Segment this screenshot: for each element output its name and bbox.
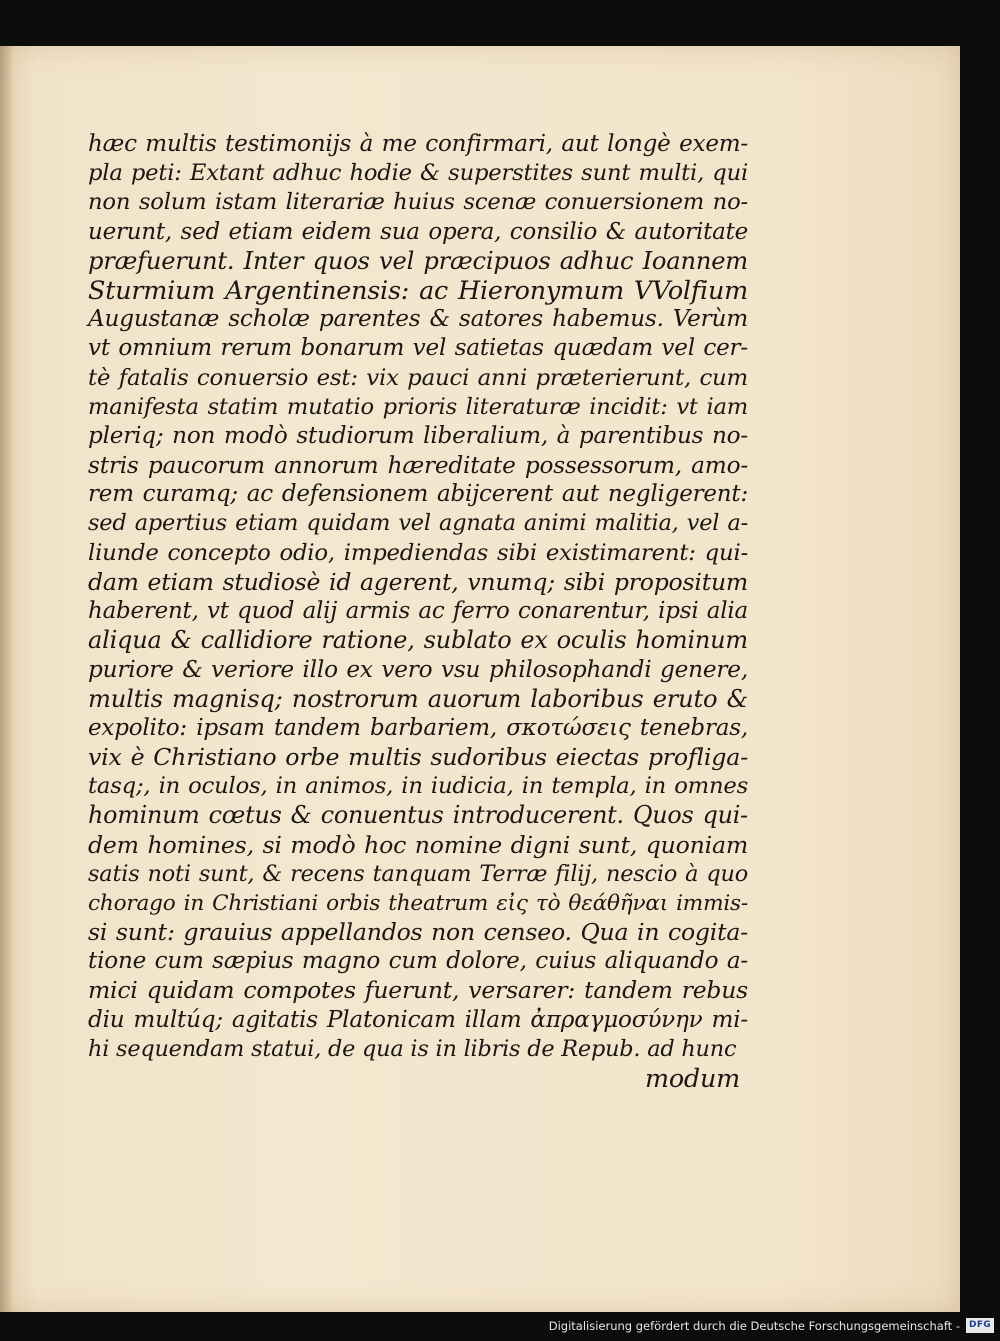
text-line: hæc multis testimonijs à me confirmari, aut longè exem- — [88, 131, 748, 157]
text-line: hominum cœtus & conuentus introducerent. Quos qui- — [88, 801, 748, 830]
text-line: rem curamq; ac defensionem abijcerent aut negligerent: — [88, 481, 748, 508]
text-line: sed apertius etiam quidam vel agnata animi malitia, vel a- — [88, 510, 748, 537]
text-line: præfuerunt. Inter quos vel præcipuos adhuc Ioannem — [88, 246, 748, 275]
dfg-logo-icon: DFG — [966, 1318, 994, 1333]
text-line: tè fatalis conuersio est: vix pauci anni præterierunt, cum — [88, 364, 748, 391]
text-line: Sturmium Argentinensis: ac Hieronymum VVolfium — [88, 274, 748, 305]
text-line: aliqua & callidiore ratione, sublato ex oculis hominum — [88, 626, 748, 655]
digitization-footer — [0, 1312, 1000, 1341]
book-page — [0, 46, 960, 1312]
text-line: tasq;, in oculos, in animos, in iudicia, in templa, in omnes — [88, 773, 748, 800]
text-line: stris paucorum annorum hæreditate possessorum, amo- — [88, 452, 748, 480]
text-line: multis magnisq; nostrorum auorum laboribus eruto & — [88, 684, 748, 713]
text-line: manifesta statim mutatio prioris literaturæ incidit: vt iam — [88, 393, 748, 420]
text-line: si sunt: grauius appellandos non censeo. Qua in cogita- — [88, 918, 748, 947]
gutter-shadow — [0, 46, 14, 1312]
text-line: pla peti: Extant adhuc hodie & superstites sunt multi, qui — [88, 160, 748, 187]
text-line: vix è Christiano orbe multis sudoribus eiectas profliga- — [88, 742, 748, 771]
text-line: liunde concepto odio, impediendas sibi existimarent: qui- — [88, 539, 748, 566]
text-line: haberent, vt quod alij armis ac ferro conarentur, ipsi alia — [88, 598, 748, 624]
text-line: mici quidam compotes fuerunt, versarer: tandem rebus — [88, 976, 748, 1005]
text-line: dem homines, si modò hoc nomine digni sunt, quoniam — [88, 830, 748, 859]
text-line: expolito: ipsam tandem barbariem, σκοτώσεις tenebras, — [88, 714, 748, 741]
text-line: vt omnium rerum bonarum vel satietas quædam vel cer- — [88, 335, 748, 362]
text-line: non solum istam literariæ huius scenæ conuersionem no- — [88, 189, 748, 216]
text-line: dam etiam studiosè id agerent, vnumq; sibi propositum — [88, 567, 748, 596]
text-line: pleriq; non modò studiorum liberalium, à parentibus no- — [88, 422, 748, 449]
catchword: modum — [644, 1063, 740, 1093]
funding-credit: Digitalisierung gefördert durch die Deutsche Forschungsgemeinschaft - — [548, 1319, 960, 1333]
text-line: hi sequendam statui, de qua is in libris de Repub. ad hunc — [88, 1035, 737, 1062]
text-line: satis noti sunt, & recens tanquam Terræ filij, nescio à quo — [88, 860, 748, 887]
text-line: Augustanæ scholæ parentes & satores habemus. Verùm — [88, 306, 748, 333]
text-line: chorago in Christiani orbis theatrum εἰς τὸ θεάθῆναι immis- — [88, 890, 748, 916]
text-line: tione cum sæpius magno cum dolore, cuius aliquando a- — [88, 948, 748, 975]
text-block — [88, 130, 748, 1093]
text-line: diu multúq; agitatis Platonicam illam ἀπραγμοσύνην mi- — [88, 1006, 748, 1033]
text-line: puriore & veriore illo ex vero vsu philosophandi genere, — [88, 656, 748, 684]
text-line: uerunt, sed etiam eidem sua opera, consilio & autoritate — [88, 218, 748, 245]
